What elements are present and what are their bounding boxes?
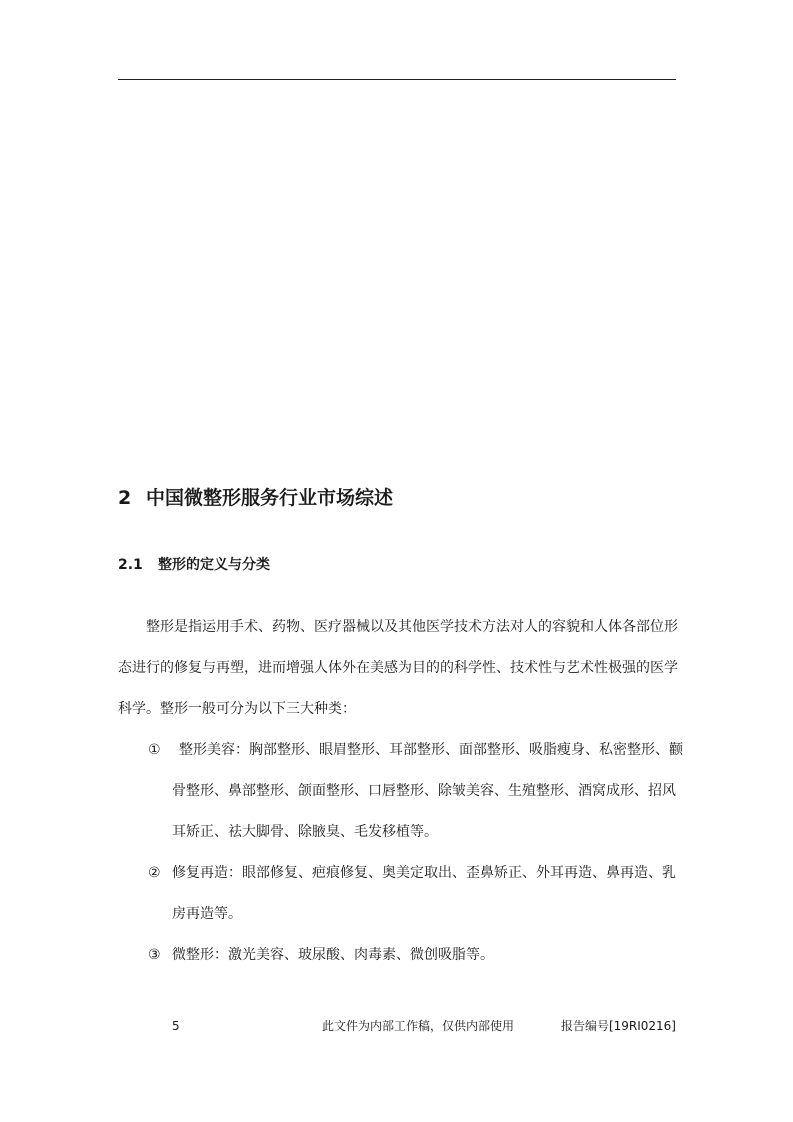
paragraph-line: 整形是指运用手术、药物、医疗器械以及其他医学技术方法对人的容貌和人体各部位形	[146, 619, 678, 635]
list-item	[148, 935, 676, 976]
section-heading	[118, 554, 270, 576]
section-number: 2.1	[118, 557, 143, 573]
chapter-title-text: 中国微整形服务行业市场综述	[146, 487, 394, 509]
chapter-heading	[118, 484, 393, 512]
page-number: 5	[172, 1019, 180, 1033]
list-marker: ③	[148, 947, 161, 963]
list-item	[148, 853, 676, 935]
list-item-line: 耳矫正、祛大脚骨、除腋臭、毛发移植等。	[172, 824, 438, 840]
definition-paragraph	[118, 607, 676, 730]
confidentiality-notice: 此文件为内部工作稿，仅供内部使用	[322, 1019, 515, 1033]
paragraph-line: 态进行的修复与再塑，进而增强人体外在美感为目的的科学性、技术性与艺术性极强的医学	[118, 660, 678, 676]
list-item-line: 骨整形、鼻部整形、颌面整形、口唇整形、除皱美容、生殖整形、酒窝成形、招风	[172, 783, 676, 799]
list-item	[148, 730, 683, 853]
list-marker: ②	[148, 865, 161, 881]
page-footer	[172, 1016, 676, 1036]
list-item-line: 房再造等。	[172, 906, 242, 922]
report-number: 报告编号[19RI0216]	[560, 1019, 676, 1033]
header-rule	[118, 79, 676, 80]
paragraph-line: 科学。整形一般可分为以下三大种类：	[118, 701, 356, 717]
list-marker: ①	[148, 742, 161, 758]
list-item-line: 修复再造：眼部修复、疤痕修复、奥美定取出、歪鼻矫正、外耳再造、鼻再造、乳	[172, 865, 676, 881]
list-item-line: 整形美容：胸部整形、眼眉整形、耳部整形、面部整形、吸脂瘦身、私密整形、颧	[179, 742, 683, 758]
category-list	[148, 730, 683, 976]
section-title-text: 整形的定义与分类	[158, 557, 270, 573]
list-item-line: 微整形：激光美容、玻尿酸、肉毒素、微创吸脂等。	[172, 947, 494, 963]
chapter-number: 2	[118, 487, 132, 509]
